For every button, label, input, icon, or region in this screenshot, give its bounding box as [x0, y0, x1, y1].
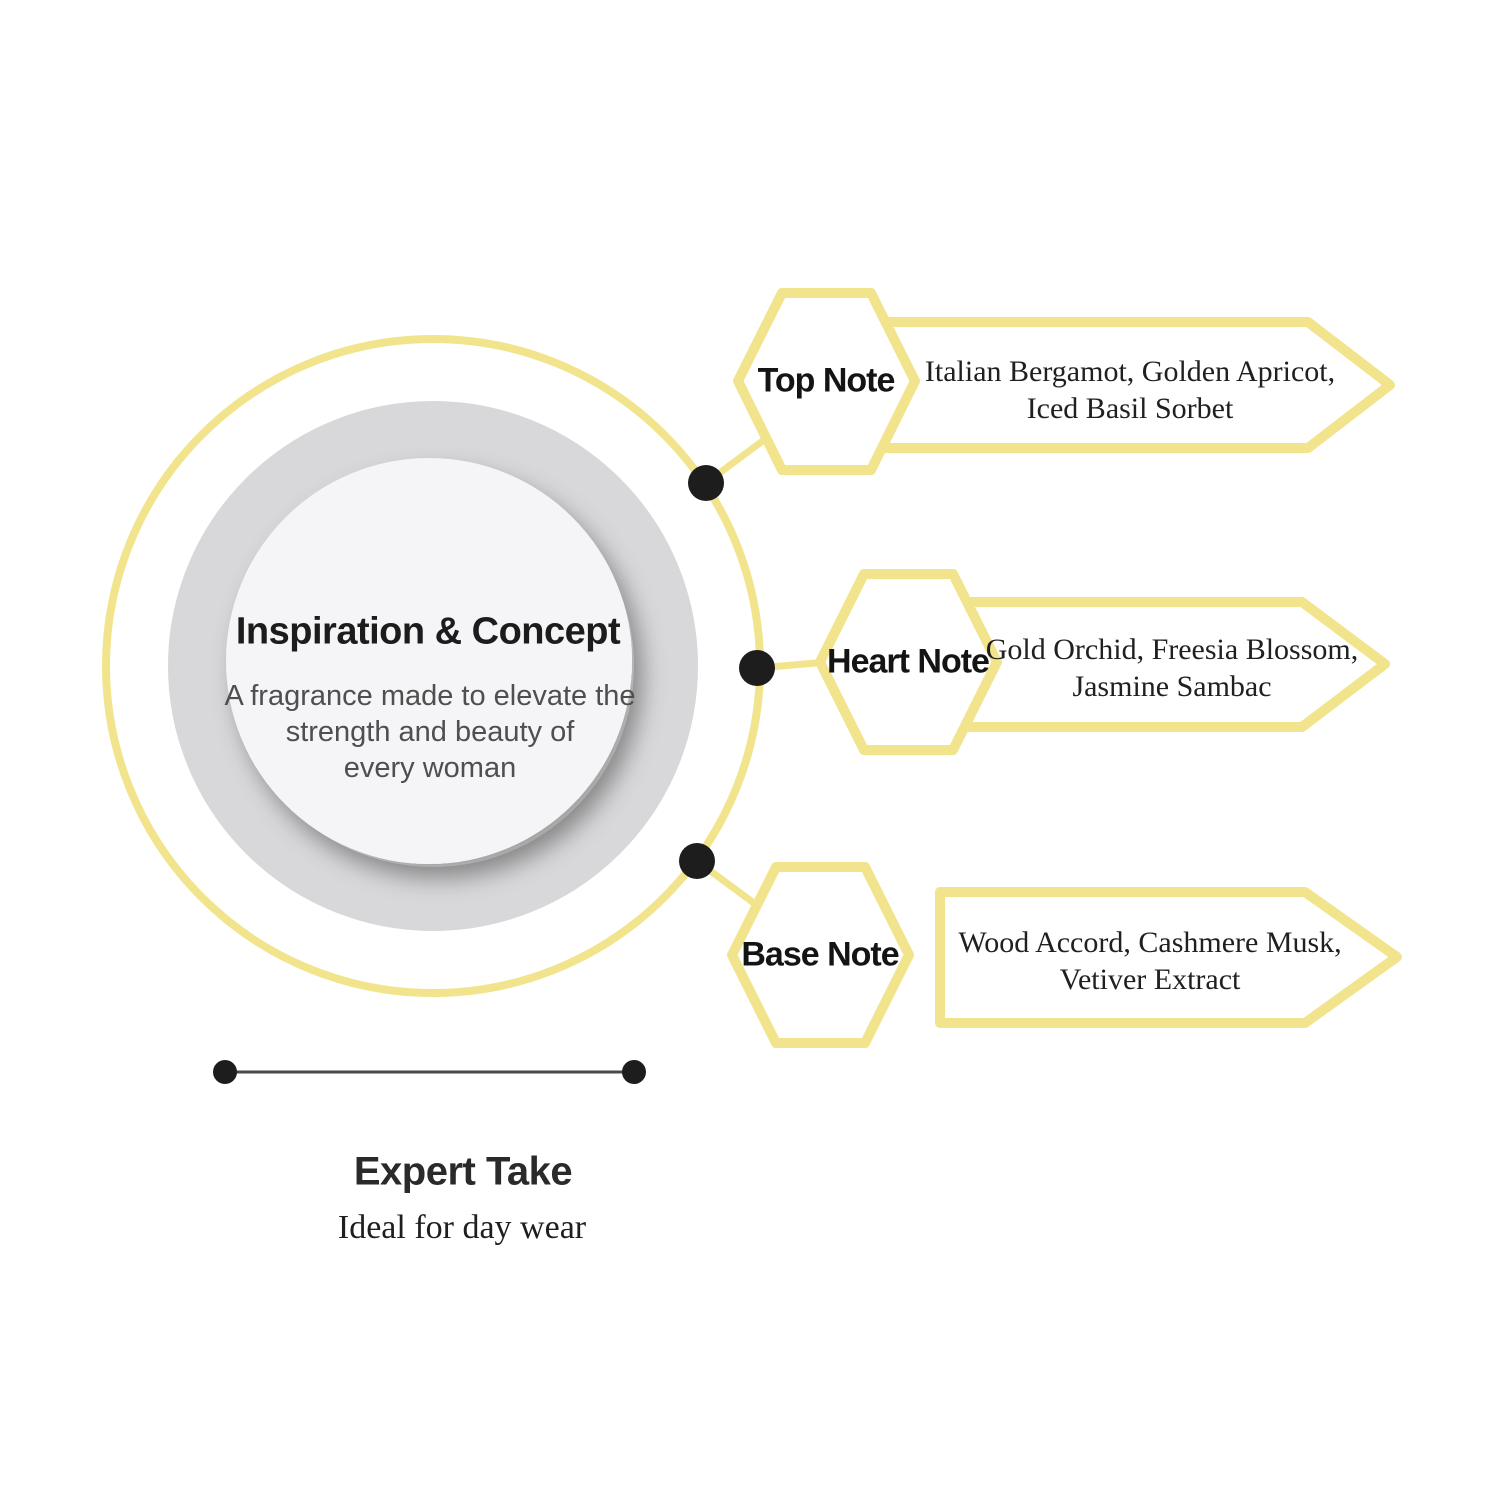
center-description-line-1: A fragrance made to elevate the	[224, 680, 636, 712]
base-note-ingredients	[958, 924, 1341, 998]
top-note-ingredients-line-2: Iced Basil Sorbet	[1026, 392, 1234, 425]
divider-dot-left-icon	[213, 1060, 237, 1084]
center-title: Inspiration & Concept	[235, 610, 621, 653]
heart-note-ingredients-line-1: Gold Orchid, Freesia Blossom,	[985, 633, 1359, 666]
connector-dot-top-icon	[688, 465, 724, 501]
base-note-ingredients-line-2: Vetiver Extract	[1059, 963, 1241, 996]
base-note-ingredients-line-1: Wood Accord, Cashmere Musk,	[958, 926, 1342, 959]
heart-note-ingredients-line-2: Jasmine Sambac	[1072, 670, 1272, 703]
connector-dot-base-icon	[679, 843, 715, 879]
center-description-line-3: every woman	[343, 752, 517, 784]
center-description-line-2: strength and beauty of	[285, 716, 575, 748]
top-note-ingredients	[925, 353, 1335, 427]
connector-dot-heart-icon	[739, 650, 775, 686]
expert-take-title: Expert Take	[353, 1149, 573, 1194]
heart-note-label: Heart Note	[827, 642, 989, 681]
top-note-ingredients-line-1: Italian Bergamot, Golden Apricot,	[924, 355, 1336, 388]
top-note-label: Top Note	[757, 361, 895, 400]
expert-take-text: Ideal for day wear	[337, 1209, 587, 1246]
heart-note-ingredients	[986, 631, 1358, 705]
base-note-label: Base Note	[741, 935, 899, 974]
center-disc	[226, 458, 632, 864]
divider-dot-right-icon	[622, 1060, 646, 1084]
